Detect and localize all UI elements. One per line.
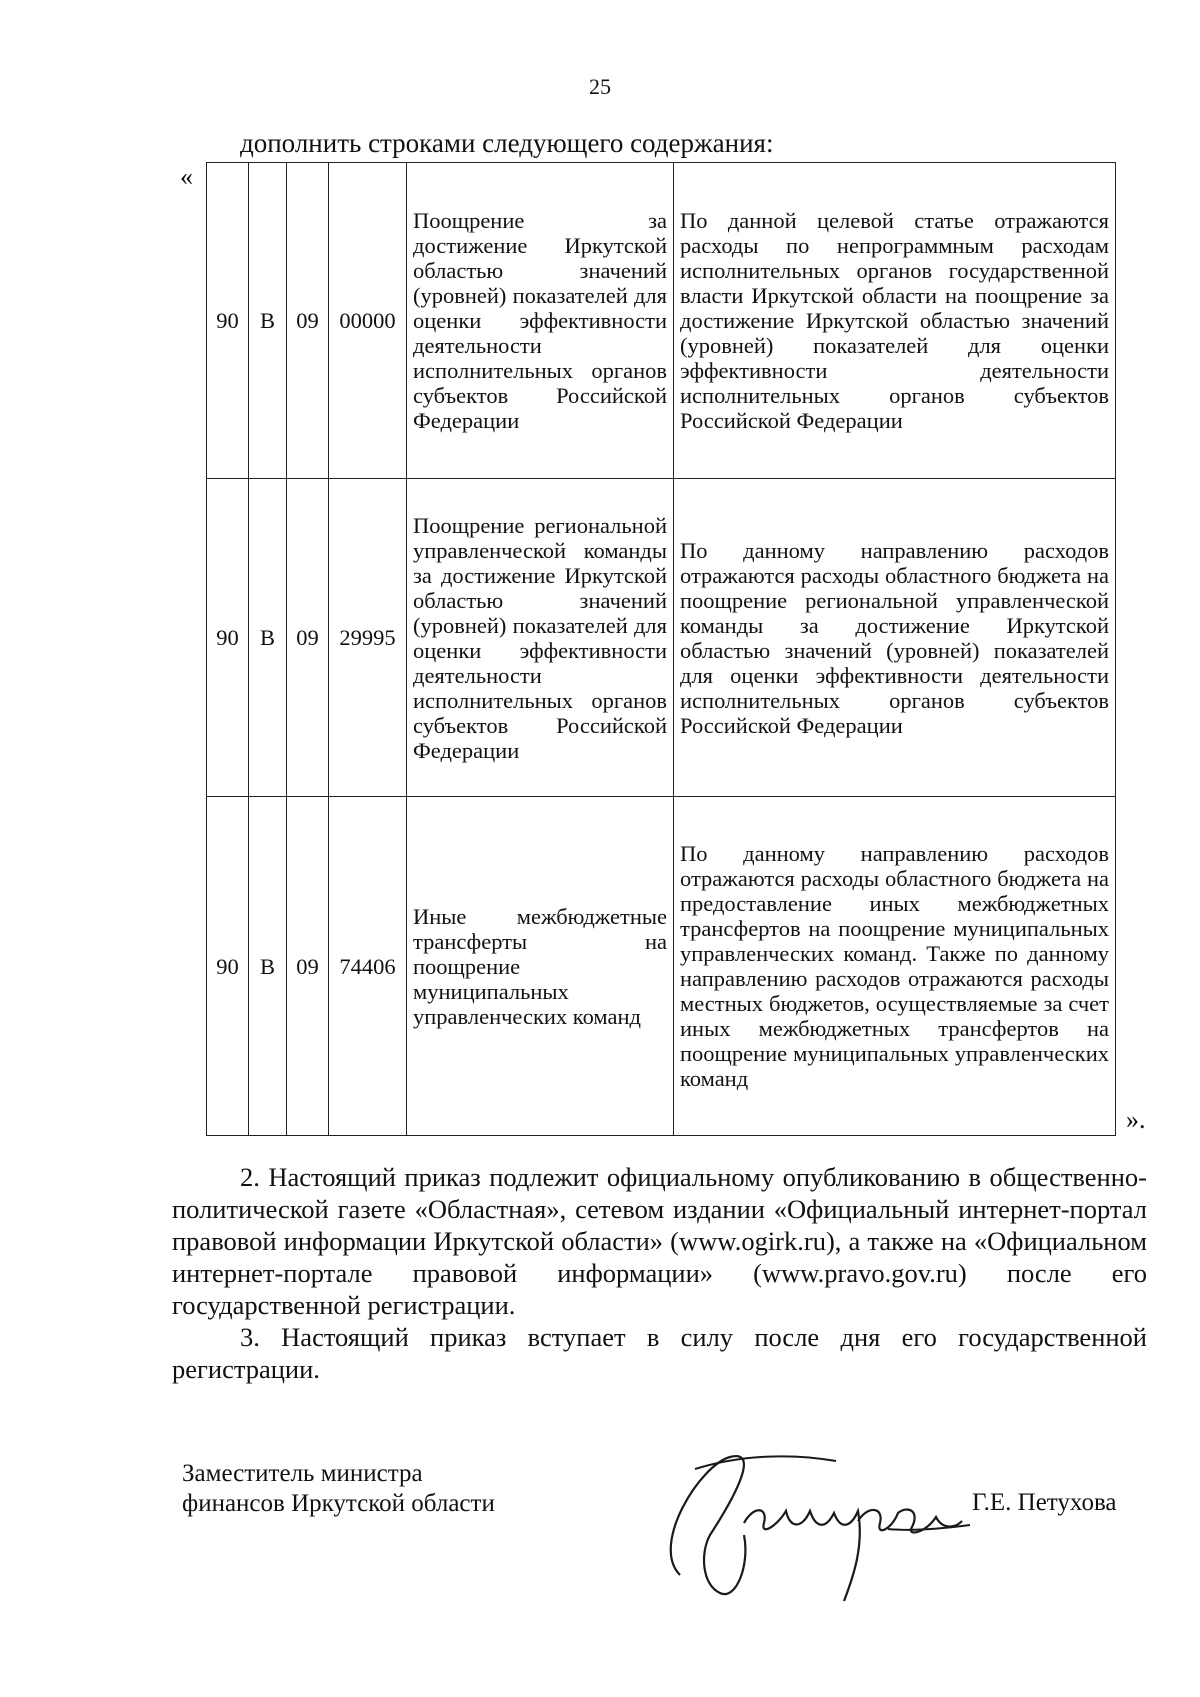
code-main-activity: 09 (287, 479, 329, 797)
signer-position (182, 1459, 495, 1519)
page-number: 25 (589, 74, 611, 99)
intro-text: дополнить строками следующего содержания: (240, 128, 774, 158)
expense-name: Поощрение за достижение Иркутской областью значений (уровней) показателей для оценки эффективности деятельности исполнительных органов субъектов Российской Федерации (407, 163, 674, 479)
expense-description: По данному направлению расходов отражаются расходы областного бюджета на предоставление иных межбюджетных трансфертов на поощрение муниципальных управленческих команд. Также по данному направлению расходов отражаются расходы местных бюджетов, осуществляемые за счет иных межбюджетных трансфертов на поощрение муниципальных управленческих команд (674, 797, 1116, 1136)
table-row (207, 797, 1116, 1136)
paragraph-publication: 2. Настоящий приказ подлежит официальному опубликованию в общественно-политической газете «Областная», сетевом издании «Официальный интернет-портал правовой информации Иркутской области» (www.ogirk.ru), а также на «Официальном интернет-портале правовой информации» (www.pravo.gov.ru) после его государственной регистрации. (172, 1162, 1147, 1320)
budget-codes-table (206, 162, 1116, 1136)
code-direction: 29995 (329, 479, 407, 797)
code-program: 90 (207, 797, 249, 1136)
code-direction: 00000 (329, 163, 407, 479)
code-main-activity: 09 (287, 163, 329, 479)
table-row (207, 163, 1116, 479)
code-program: 90 (207, 163, 249, 479)
code-subprogram: В (249, 797, 287, 1136)
table-row (207, 479, 1116, 797)
signer-name: Г.Е. Петухова (972, 1489, 1117, 1516)
code-program: 90 (207, 479, 249, 797)
expense-description: По данному направлению расходов отражаются расходы областного бюджета на поощрение региональной управленческой команды за достижение Иркутской областью значений (уровней) показателей для оценки эффективности деятельности исполнительных органов субъектов Российской Федерации (674, 479, 1116, 797)
closing-quote: ». (1126, 1105, 1146, 1134)
code-main-activity: 09 (287, 797, 329, 1136)
opening-quote: « (180, 162, 193, 191)
expense-description: По данной целевой статье отражаются расходы по непрограммным расходам исполнительных органов государственной власти Иркутской области на поощрение за достижение Иркутской областью значений (уровней) показателей для оценки эффективности деятельности исполнительных органов субъектов Российской Федерации (674, 163, 1116, 479)
signer-position-line: Заместитель министра (182, 1460, 423, 1487)
signer-position-line: финансов Иркутской области (182, 1490, 495, 1517)
expense-name: Поощрение региональной управленческой команды за достижение Иркутской областью значений (уровней) показателей для оценки эффективности деятельности исполнительных органов субъектов Российской Федерации (407, 479, 674, 797)
expense-name: Иные межбюджетные трансферты на поощрение муниципальных управленческих команд (407, 797, 674, 1136)
code-subprogram: В (249, 163, 287, 479)
code-subprogram: В (249, 479, 287, 797)
code-direction: 74406 (329, 797, 407, 1136)
handwritten-signature (640, 1425, 970, 1615)
paragraph-effective-date: 3. Настоящий приказ вступает в силу после дня его государственной регистрации. (172, 1322, 1147, 1384)
